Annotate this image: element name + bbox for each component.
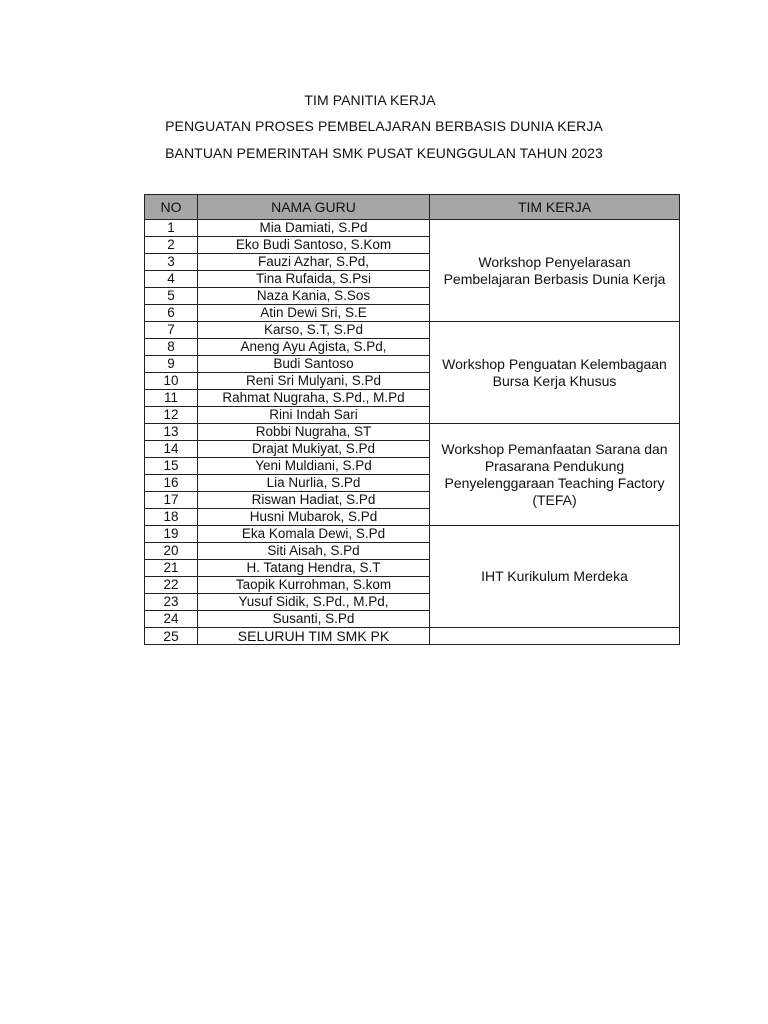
row-number: 4 [145, 271, 198, 288]
row-number: 23 [145, 594, 198, 611]
table-row [145, 526, 680, 543]
header-no: NO [145, 195, 198, 220]
row-number: 18 [145, 509, 198, 526]
row-number: 11 [145, 390, 198, 407]
table-row [145, 424, 680, 441]
row-number: 10 [145, 373, 198, 390]
teacher-name: Rahmat Nugraha, S.Pd., M.Pd [198, 390, 430, 407]
team-cell: IHT Kurikulum Merdeka [430, 526, 680, 628]
teacher-name: Fauzi Azhar, S.Pd, [198, 254, 430, 271]
row-number: 1 [145, 220, 198, 237]
row-number: 15 [145, 458, 198, 475]
team-cell: Workshop Penguatan Kelembagaan Bursa Kerja Khusus [430, 322, 680, 424]
row-number: 6 [145, 305, 198, 322]
teacher-name: Husni Mubarok, S.Pd [198, 509, 430, 526]
row-number: 17 [145, 492, 198, 509]
teacher-name: Naza Kania, S.Sos [198, 288, 430, 305]
row-number: 22 [145, 577, 198, 594]
row-number: 24 [145, 611, 198, 628]
row-number: 13 [145, 424, 198, 441]
row-number: 19 [145, 526, 198, 543]
team-cell: Workshop Penyelarasan Pembelajaran Berbasis Dunia Kerja [430, 220, 680, 322]
teacher-name: Yusuf Sidik, S.Pd., M.Pd, [198, 594, 430, 611]
team-cell: Workshop Pemanfaatan Sarana dan Prasarana Pendukung Penyelenggaraan Teaching Factory (TEFA) [430, 424, 680, 526]
committee-table [144, 194, 680, 645]
header-nama-guru: NAMA GURU [198, 195, 430, 220]
teacher-name: Eko Budi Santoso, S.Kom [198, 237, 430, 254]
row-number: 12 [145, 407, 198, 424]
row-number: 16 [145, 475, 198, 492]
teacher-name: Aneng Ayu Agista, S.Pd, [198, 339, 430, 356]
teacher-name: Rini Indah Sari [198, 407, 430, 424]
table-row [145, 220, 680, 237]
teacher-name: Lia Nurlia, S.Pd [198, 475, 430, 492]
row-number: 21 [145, 560, 198, 577]
row-number: 3 [145, 254, 198, 271]
row-number: 25 [145, 628, 198, 645]
row-number: 9 [145, 356, 198, 373]
row-number: 20 [145, 543, 198, 560]
teacher-name: Drajat Mukiyat, S.Pd [198, 441, 430, 458]
header-tim-kerja: TIM KERJA [430, 195, 680, 220]
table-row [145, 628, 680, 645]
teacher-name: Susanti, S.Pd [198, 611, 430, 628]
teacher-name: H. Tatang Hendra, S.T [198, 560, 430, 577]
row-number: 7 [145, 322, 198, 339]
table-row [145, 322, 680, 339]
teacher-name: Taopik Kurrohman, S.kom [198, 577, 430, 594]
teacher-name: Tina Rufaida, S.Psi [198, 271, 430, 288]
teacher-name: Yeni Muldiani, S.Pd [198, 458, 430, 475]
row-number: 5 [145, 288, 198, 305]
teacher-name: Mia Damiati, S.Pd [198, 220, 430, 237]
teacher-name: Reni Sri Mulyani, S.Pd [198, 373, 430, 390]
title-line-1: TIM PANITIA KERJA [304, 92, 436, 108]
row-number: 14 [145, 441, 198, 458]
title-line-3: BANTUAN PEMERINTAH SMK PUSAT KEUNGGULAN TAHUN 2023 [165, 145, 603, 161]
row-number: 8 [145, 339, 198, 356]
teacher-name: Siti Aisah, S.Pd [198, 543, 430, 560]
teacher-name: Eka Komala Dewi, S.Pd [198, 526, 430, 543]
teacher-name: SELURUH TIM SMK PK [198, 628, 430, 645]
title-line-2: PENGUATAN PROSES PEMBELAJARAN BERBASIS DUNIA KERJA [165, 118, 603, 134]
table-header-row [145, 195, 680, 220]
team-cell [430, 628, 680, 645]
teacher-name: Atin Dewi Sri, S.E [198, 305, 430, 322]
row-number: 2 [145, 237, 198, 254]
teacher-name: Robbi Nugraha, ST [198, 424, 430, 441]
teacher-name: Karso, S.T, S.Pd [198, 322, 430, 339]
teacher-name: Budi Santoso [198, 356, 430, 373]
teacher-name: Riswan Hadiat, S.Pd [198, 492, 430, 509]
